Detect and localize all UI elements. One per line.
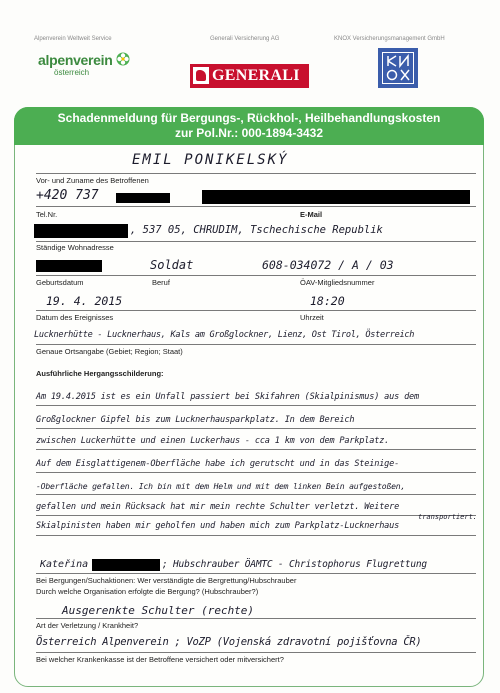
lion-icon xyxy=(193,67,209,84)
time-value[interactable]: 18:20 xyxy=(310,294,345,308)
form-title-banner xyxy=(14,107,484,145)
description-rule-5 xyxy=(36,494,476,495)
address-line xyxy=(36,241,476,242)
policy-number: zur Pol.Nr.: 000-1894-3432 xyxy=(174,126,324,140)
description-line-6[interactable]: gefallen und mein Rücksack hat mir mein rechte Schulter verletzt. Weitere xyxy=(36,502,400,512)
edelweiss-icon xyxy=(116,52,130,66)
alpenverein-logo-text: alpenverein xyxy=(38,52,113,68)
insurance-label: Bei welcher Krankenkasse ist der Betroffene versichert oder mitversichert? xyxy=(36,655,284,664)
address-label: Ständige Wohnadresse xyxy=(36,243,114,252)
tel-line xyxy=(36,206,476,207)
date-value[interactable]: 19. 4. 2015 xyxy=(46,294,123,308)
knox-mark-icon xyxy=(382,52,414,84)
form-title: Schadenmeldung für Bergungs-, Rückhol-, Heilbehandlungskosten xyxy=(57,111,441,125)
description-line-2[interactable]: Großglockner Gipfel bis zum Lucknerhausparkplatz. In dem Bereich xyxy=(36,415,355,425)
birth-label: Geburtsdatum xyxy=(36,278,84,287)
generali-logo-text: GENERALI xyxy=(212,67,300,84)
injury-label: Art der Verletzung / Krankheit? xyxy=(36,621,139,630)
description-line-5[interactable]: -Oberfläche gefallen. Ich bin mit dem Helm und mit dem linken Bein aufgestoßen, xyxy=(36,481,406,491)
redacted-birthdate xyxy=(36,260,102,272)
injury-line xyxy=(36,618,476,619)
oeav-label: ÖAV-Mitgliedsnummer xyxy=(300,278,375,287)
name-line xyxy=(36,173,476,174)
description-insert[interactable]: transportiert. xyxy=(418,513,478,521)
description-rule-7 xyxy=(36,535,476,536)
description-line-3[interactable]: zwischen Luckerhütte und einen Luckerhaus - cca 1 km von dem Parkplatz. xyxy=(36,436,390,446)
date-line xyxy=(36,310,476,311)
rescue-organisation-value[interactable]: ; Hubschrauber ÖAMTC - Christophorus Flugrettung xyxy=(162,559,427,570)
job-value[interactable]: Soldat xyxy=(150,258,194,272)
rescue-line xyxy=(36,573,476,574)
place-label: Genaue Ortsangabe (Gebiet; Region; Staat) xyxy=(36,347,183,356)
insurance-line xyxy=(36,652,476,653)
generali-logo xyxy=(190,64,309,88)
description-label: Ausführliche Hergangsschilderung: xyxy=(36,369,164,378)
description-line-7[interactable]: Skialpinisten haben mir geholfen und haben mich zum Parkplatz-Lucknerhaus xyxy=(36,521,400,531)
redacted-phone xyxy=(116,193,170,203)
address-value[interactable]: , 537 05, CHRUDIM, Tschechische Republik xyxy=(130,224,383,236)
tel-value[interactable]: +420 737 xyxy=(36,188,99,203)
description-rule-3 xyxy=(36,449,476,450)
redacted-street xyxy=(34,224,128,238)
knox-logo xyxy=(378,48,418,88)
rescue-label-1: Bei Bergungen/Suchaktionen: Wer verständigte die Bergrettung/Hubschrauber xyxy=(36,576,297,585)
insurance-value[interactable]: Österreich Alpenverein ; VoZP (Vojenská zdravotní pojišťovna ČR) xyxy=(36,636,422,648)
description-rule-1 xyxy=(36,405,476,406)
email-label: E-Mail xyxy=(300,210,323,219)
name-value[interactable]: EMIL PONIKELSKÝ xyxy=(132,152,289,168)
alpenverein-logo-sub: österreich xyxy=(54,68,90,77)
rescue-label-2: Durch welche Organisation erfolgte die Bergung? (Hubschrauber?) xyxy=(36,587,259,596)
job-label: Beruf xyxy=(152,278,170,287)
description-line-1[interactable]: Am 19.4.2015 ist es ein Unfall passiert bei Skifahren (Skialpinismus) aus dem xyxy=(36,392,419,402)
oeav-value[interactable]: 608-034072 / A / 03 xyxy=(262,258,394,272)
redacted-caller-surname xyxy=(92,559,160,571)
place-line xyxy=(36,344,476,345)
redacted-email xyxy=(202,190,470,204)
tel-label: Tel.Nr. xyxy=(36,210,58,219)
description-rule-2 xyxy=(36,428,476,429)
time-label: Uhrzeit xyxy=(300,313,324,322)
place-value[interactable]: Lucknerhütte - Lucknerhaus, Kals am Großglockner, Lienz, Ost Tirol, Österreich xyxy=(34,330,415,340)
description-rule-6 xyxy=(36,515,476,516)
alpenverein-logo xyxy=(38,52,128,86)
date-label: Datum des Ereignisses xyxy=(36,313,114,322)
alpenverein-caption: Alpenverein Weltweit Service xyxy=(34,36,112,42)
generali-caption: Generali Versicherung AG xyxy=(210,36,280,42)
description-line-4[interactable]: Auf dem Eisglattigenem-Oberfläche habe ich gerutscht und in das Steinige- xyxy=(36,459,400,469)
rescue-caller-name[interactable]: Kateřina xyxy=(40,559,89,570)
injury-value[interactable]: Ausgerenkte Schulter (rechte) xyxy=(62,604,255,617)
birth-line xyxy=(36,275,476,276)
description-rule-4 xyxy=(36,472,476,473)
knox-caption: KNOX Versicherungsmanagement GmbH xyxy=(334,36,445,42)
name-label: Vor- und Zuname des Betroffenen xyxy=(36,176,149,185)
